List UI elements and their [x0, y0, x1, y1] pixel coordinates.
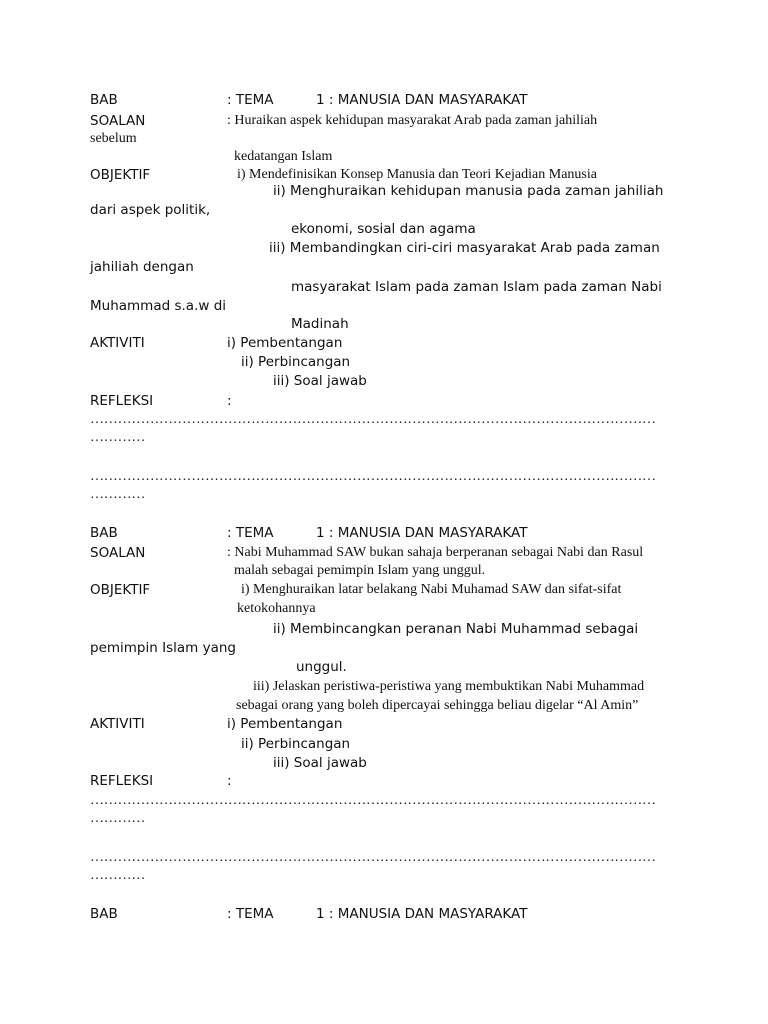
objektif-line-2: ii) Menghuraikan kehidupan manusia pada zaman jahiliah — [273, 183, 664, 199]
bab-label: BAB — [90, 906, 118, 922]
objektif-line-2: ketokohannya — [237, 601, 316, 616]
objektif-line-9: Madinah — [291, 316, 349, 332]
bab-value: : TEMA — [227, 92, 274, 108]
aktiviti-item-1: i) Pembentangan — [227, 335, 343, 351]
refleksi-dots-2: …………………………………………………………………………………………………………… — [90, 850, 656, 865]
aktiviti-item-2: ii) Perbincangan — [241, 354, 351, 370]
aktiviti-item-2: ii) Perbincangan — [241, 736, 351, 752]
soalan-label: SOALAN — [90, 113, 146, 129]
objektif-line-5: unggul. — [296, 659, 347, 675]
soalan-text-line-3: kedatangan Islam — [234, 149, 333, 164]
refleksi-dots-1: …………………………………………………………………………………………………………… — [90, 793, 656, 808]
objektif-line-7: sebagai orang yang boleh dipercayai sehingga beliau digelar “Al Amin” — [236, 698, 639, 713]
aktiviti-label: AKTIVITI — [90, 716, 145, 732]
objektif-line-1: i) Mendefinisikan Konsep Manusia dan Teori Kejadian Manusia — [237, 167, 597, 182]
aktiviti-item-1: i) Pembentangan — [227, 716, 343, 732]
soalan-label: SOALAN — [90, 545, 146, 561]
aktiviti-item-3: iii) Soal jawab — [273, 373, 367, 389]
soalan-text-line-2: sebelum — [90, 131, 137, 146]
bab-topic: 1 : MANUSIA DAN MASYARAKAT — [316, 525, 528, 541]
soalan-text-line-2: malah sebagai pemimpin Islam yang unggul. — [234, 563, 486, 578]
objektif-line-6: jahiliah dengan — [90, 259, 194, 275]
refleksi-dots-1-cont: ………… — [90, 811, 146, 826]
objektif-label: OBJEKTIF — [90, 167, 151, 183]
objektif-line-3: dari aspek politik, — [90, 202, 211, 218]
objektif-line-1: i) Menghuraikan latar belakang Nabi Muhamad SAW dan sifat-sifat — [241, 582, 622, 597]
objektif-line-3: ii) Membincangkan peranan Nabi Muhammad sebagai — [273, 621, 639, 637]
objektif-line-4: pemimpin Islam yang — [90, 640, 236, 656]
bab-label: BAB — [90, 92, 118, 108]
aktiviti-label: AKTIVITI — [90, 335, 145, 351]
refleksi-colon: : — [227, 393, 232, 409]
objektif-line-8: Muhammad s.a.w di — [90, 298, 227, 314]
objektif-line-6: iii) Jelaskan peristiwa-peristiwa yang membuktikan Nabi Muhammad — [253, 679, 645, 694]
objektif-label: OBJEKTIF — [90, 582, 151, 598]
soalan-text-line-1: : Huraikan aspek kehidupan masyarakat Arab pada zaman jahiliah — [227, 113, 598, 128]
objektif-line-5: iii) Membandingkan ciri-ciri masyarakat Arab pada zaman — [269, 240, 660, 256]
bab-label: BAB — [90, 525, 118, 541]
refleksi-label: REFLEKSI — [90, 393, 154, 409]
bab-value: : TEMA — [227, 906, 274, 922]
refleksi-dots-1: …………………………………………………………………………………………………………… — [90, 412, 656, 427]
refleksi-label: REFLEKSI — [90, 773, 154, 789]
objektif-line-7: masyarakat Islam pada zaman Islam pada zaman Nabi — [291, 279, 662, 295]
aktiviti-item-3: iii) Soal jawab — [273, 755, 367, 771]
refleksi-colon: : — [227, 773, 232, 789]
refleksi-dots-2: …………………………………………………………………………………………………………… — [90, 469, 656, 484]
objektif-line-4: ekonomi, sosial dan agama — [291, 221, 476, 237]
refleksi-dots-2-cont: ………… — [90, 487, 146, 502]
soalan-text-line-1: : Nabi Muhammad SAW bukan sahaja berperanan sebagai Nabi dan Rasul — [227, 545, 644, 560]
bab-topic: 1 : MANUSIA DAN MASYARAKAT — [316, 92, 528, 108]
bab-value: : TEMA — [227, 525, 274, 541]
refleksi-dots-1-cont: ………… — [90, 430, 146, 445]
bab-topic: 1 : MANUSIA DAN MASYARAKAT — [316, 906, 528, 922]
refleksi-dots-2-cont: ………… — [90, 868, 146, 883]
